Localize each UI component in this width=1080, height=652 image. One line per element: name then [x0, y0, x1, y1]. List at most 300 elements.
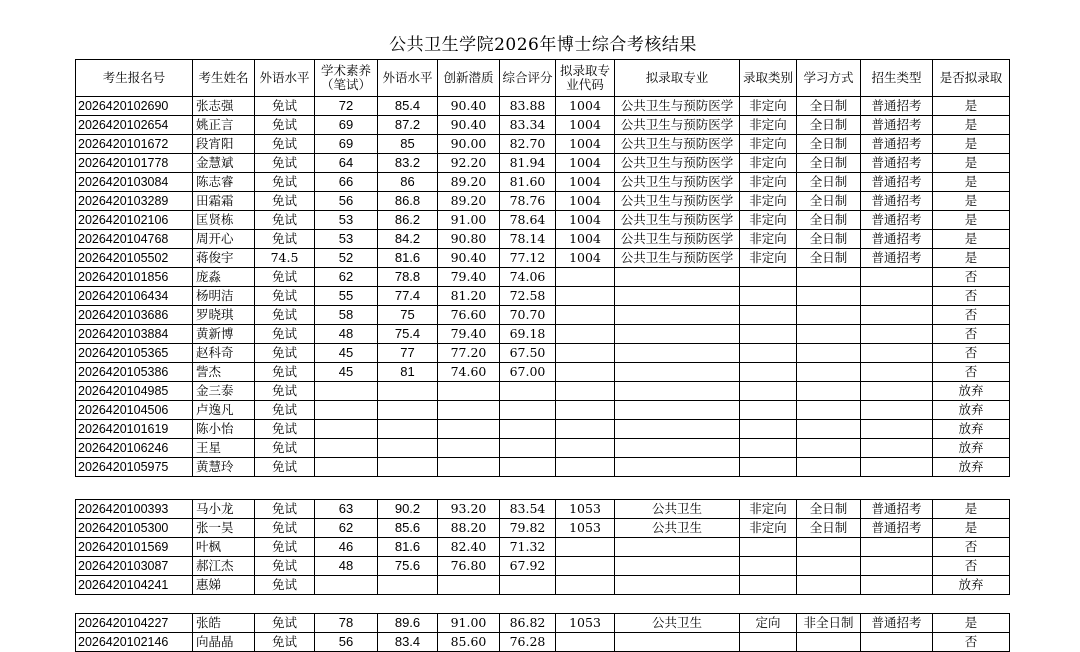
admission-major-code-cell: 1004 — [556, 249, 615, 268]
admission-category-cell — [740, 538, 797, 557]
innovation-potential-score-cell: 88.20 — [438, 519, 500, 538]
admission-decision-cell: 是 — [933, 116, 1010, 135]
admission-major-code-cell: 1004 — [556, 154, 615, 173]
academic-literacy-score-cell: 55 — [315, 287, 378, 306]
results-table-group-3 — [75, 613, 1010, 652]
column-header-foreign-language-level: 外语水平 — [255, 60, 315, 97]
applicant-id-cell: 2026420102690 — [76, 97, 193, 116]
foreign-language-level-cell: 74.5 — [255, 249, 315, 268]
foreign-language-level-cell: 免试 — [255, 633, 315, 652]
enrollment-type-cell: 普通招考 — [861, 230, 933, 249]
innovation-potential-score-cell: 89.20 — [438, 173, 500, 192]
applicant-id-cell: 2026420101778 — [76, 154, 193, 173]
innovation-potential-score-cell: 92.20 — [438, 154, 500, 173]
column-header-academic-literacy-score: 学术素养（笔试） — [315, 60, 378, 97]
admission-major-cell: 公共卫生与预防医学 — [615, 192, 740, 211]
admission-major-cell: 公共卫生与预防医学 — [615, 249, 740, 268]
applicant-name-cell: 张一昊 — [193, 519, 255, 538]
composite-score-cell: 86.82 — [500, 614, 556, 633]
table-row — [76, 382, 1010, 401]
admission-major-code-cell — [556, 458, 615, 477]
applicant-name-cell: 周开心 — [193, 230, 255, 249]
admission-decision-cell: 是 — [933, 154, 1010, 173]
composite-score-cell — [500, 420, 556, 439]
admission-decision-cell: 放弃 — [933, 458, 1010, 477]
innovation-potential-score-cell: 90.40 — [438, 116, 500, 135]
foreign-language-level-cell: 免试 — [255, 614, 315, 633]
admission-category-cell — [740, 420, 797, 439]
table-row — [76, 173, 1010, 192]
foreign-language-level-cell: 免试 — [255, 230, 315, 249]
applicant-name-cell: 王星 — [193, 439, 255, 458]
table-row — [76, 344, 1010, 363]
admission-decision-cell: 放弃 — [933, 420, 1010, 439]
foreign-language-score-cell: 75 — [378, 306, 438, 325]
applicant-name-cell: 张志强 — [193, 97, 255, 116]
admission-major-code-cell: 1053 — [556, 519, 615, 538]
innovation-potential-score-cell: 76.80 — [438, 557, 500, 576]
study-mode-cell — [797, 557, 861, 576]
applicant-id-cell: 2026420105502 — [76, 249, 193, 268]
admission-major-cell — [615, 344, 740, 363]
column-header-applicant-name: 考生姓名 — [193, 60, 255, 97]
applicant-name-cell: 段宵阳 — [193, 135, 255, 154]
study-mode-cell: 全日制 — [797, 192, 861, 211]
foreign-language-level-cell: 免试 — [255, 382, 315, 401]
composite-score-cell: 71.32 — [500, 538, 556, 557]
admission-decision-cell: 是 — [933, 97, 1010, 116]
foreign-language-level-cell: 免试 — [255, 173, 315, 192]
composite-score-cell: 83.88 — [500, 97, 556, 116]
academic-literacy-score-cell: 56 — [315, 192, 378, 211]
academic-literacy-score-cell: 69 — [315, 135, 378, 154]
academic-literacy-score-cell — [315, 382, 378, 401]
composite-score-cell: 67.50 — [500, 344, 556, 363]
admission-major-cell: 公共卫生 — [615, 500, 740, 519]
admission-major-code-cell: 1004 — [556, 116, 615, 135]
applicant-name-cell: 马小龙 — [193, 500, 255, 519]
table-row — [76, 268, 1010, 287]
applicant-id-cell: 2026420106434 — [76, 287, 193, 306]
admission-category-cell — [740, 344, 797, 363]
enrollment-type-cell: 普通招考 — [861, 116, 933, 135]
admission-category-cell: 非定向 — [740, 230, 797, 249]
composite-score-cell — [500, 439, 556, 458]
enrollment-type-cell: 普通招考 — [861, 211, 933, 230]
foreign-language-level-cell: 免试 — [255, 458, 315, 477]
applicant-id-cell: 2026420105975 — [76, 458, 193, 477]
admission-category-cell — [740, 268, 797, 287]
academic-literacy-score-cell — [315, 458, 378, 477]
admission-decision-cell: 否 — [933, 557, 1010, 576]
column-header-composite-score: 综合评分 — [500, 60, 556, 97]
composite-score-cell — [500, 458, 556, 477]
innovation-potential-score-cell: 89.20 — [438, 192, 500, 211]
admission-category-cell — [740, 633, 797, 652]
applicant-id-cell: 2026420105300 — [76, 519, 193, 538]
applicant-name-cell: 陈志睿 — [193, 173, 255, 192]
admission-decision-cell: 否 — [933, 325, 1010, 344]
academic-literacy-score-cell: 62 — [315, 519, 378, 538]
admission-category-cell: 非定向 — [740, 97, 797, 116]
applicant-id-cell: 2026420106246 — [76, 439, 193, 458]
table-row — [76, 116, 1010, 135]
foreign-language-score-cell: 87.2 — [378, 116, 438, 135]
innovation-potential-score-cell: 74.60 — [438, 363, 500, 382]
column-header-innovation-potential-score: 创新潜质 — [438, 60, 500, 97]
admission-major-code-cell — [556, 439, 615, 458]
study-mode-cell — [797, 268, 861, 287]
admission-category-cell: 非定向 — [740, 211, 797, 230]
enrollment-type-cell — [861, 306, 933, 325]
applicant-id-cell: 2026420104985 — [76, 382, 193, 401]
innovation-potential-score-cell: 91.00 — [438, 614, 500, 633]
academic-literacy-score-cell: 58 — [315, 306, 378, 325]
table-row — [76, 192, 1010, 211]
foreign-language-score-cell: 85 — [378, 135, 438, 154]
admission-major-code-cell — [556, 633, 615, 652]
foreign-language-level-cell: 免试 — [255, 97, 315, 116]
foreign-language-score-cell — [378, 576, 438, 595]
foreign-language-score-cell: 81 — [378, 363, 438, 382]
foreign-language-score-cell — [378, 420, 438, 439]
table-row — [76, 538, 1010, 557]
admission-decision-cell: 否 — [933, 538, 1010, 557]
applicant-id-cell: 2026420104506 — [76, 401, 193, 420]
admission-major-cell — [615, 287, 740, 306]
enrollment-type-cell — [861, 458, 933, 477]
academic-literacy-score-cell: 63 — [315, 500, 378, 519]
admission-major-cell: 公共卫生与预防医学 — [615, 173, 740, 192]
applicant-name-cell: 惠娣 — [193, 576, 255, 595]
applicant-id-cell: 2026420103686 — [76, 306, 193, 325]
applicant-id-cell: 2026420103884 — [76, 325, 193, 344]
foreign-language-level-cell: 免试 — [255, 344, 315, 363]
innovation-potential-score-cell: 90.80 — [438, 230, 500, 249]
applicant-id-cell: 2026420102106 — [76, 211, 193, 230]
innovation-potential-score-cell — [438, 401, 500, 420]
applicant-id-cell: 2026420104227 — [76, 614, 193, 633]
innovation-potential-score-cell — [438, 420, 500, 439]
admission-category-cell — [740, 325, 797, 344]
table-row — [76, 154, 1010, 173]
admission-major-cell: 公共卫生 — [615, 614, 740, 633]
composite-score-cell — [500, 401, 556, 420]
admission-major-code-cell: 1053 — [556, 614, 615, 633]
innovation-potential-score-cell: 85.60 — [438, 633, 500, 652]
foreign-language-level-cell: 免试 — [255, 500, 315, 519]
admission-major-cell — [615, 363, 740, 382]
study-mode-cell: 全日制 — [797, 97, 861, 116]
admission-major-code-cell: 1004 — [556, 135, 615, 154]
study-mode-cell: 全日制 — [797, 500, 861, 519]
enrollment-type-cell — [861, 576, 933, 595]
applicant-name-cell: 黄慧玲 — [193, 458, 255, 477]
academic-literacy-score-cell: 72 — [315, 97, 378, 116]
composite-score-cell — [500, 576, 556, 595]
composite-score-cell: 83.34 — [500, 116, 556, 135]
admission-major-code-cell — [556, 287, 615, 306]
applicant-name-cell: 蒋俊宇 — [193, 249, 255, 268]
study-mode-cell — [797, 538, 861, 557]
applicant-id-cell: 2026420104768 — [76, 230, 193, 249]
admission-category-cell — [740, 439, 797, 458]
admission-decision-cell: 是 — [933, 135, 1010, 154]
applicant-id-cell: 2026420101672 — [76, 135, 193, 154]
admission-category-cell — [740, 306, 797, 325]
table-row — [76, 287, 1010, 306]
admission-category-cell: 非定向 — [740, 135, 797, 154]
column-header-study-mode: 学习方式 — [797, 60, 861, 97]
admission-major-code-cell — [556, 363, 615, 382]
innovation-potential-score-cell: 90.40 — [438, 249, 500, 268]
admission-major-code-cell — [556, 306, 615, 325]
admission-major-cell — [615, 382, 740, 401]
academic-literacy-score-cell: 48 — [315, 325, 378, 344]
academic-literacy-score-cell: 69 — [315, 116, 378, 135]
applicant-name-cell: 郝江杰 — [193, 557, 255, 576]
admission-decision-cell: 是 — [933, 211, 1010, 230]
foreign-language-level-cell: 免试 — [255, 557, 315, 576]
admission-major-code-cell: 1004 — [556, 173, 615, 192]
applicant-id-cell: 2026420105386 — [76, 363, 193, 382]
foreign-language-score-cell: 81.6 — [378, 249, 438, 268]
enrollment-type-cell — [861, 325, 933, 344]
table-header-row — [76, 60, 1010, 97]
admission-major-code-cell — [556, 576, 615, 595]
innovation-potential-score-cell: 79.40 — [438, 325, 500, 344]
admission-major-code-cell: 1004 — [556, 192, 615, 211]
study-mode-cell — [797, 458, 861, 477]
admission-major-cell: 公共卫生与预防医学 — [615, 154, 740, 173]
academic-literacy-score-cell: 45 — [315, 363, 378, 382]
foreign-language-score-cell: 78.8 — [378, 268, 438, 287]
admission-major-code-cell — [556, 344, 615, 363]
table-row — [76, 211, 1010, 230]
admission-major-cell — [615, 306, 740, 325]
column-header-applicant-id: 考生报名号 — [76, 60, 193, 97]
table-row — [76, 325, 1010, 344]
study-mode-cell — [797, 576, 861, 595]
enrollment-type-cell: 普通招考 — [861, 500, 933, 519]
table-row — [76, 439, 1010, 458]
study-mode-cell: 全日制 — [797, 135, 861, 154]
admission-decision-cell: 放弃 — [933, 576, 1010, 595]
admission-category-cell: 非定向 — [740, 116, 797, 135]
study-mode-cell — [797, 325, 861, 344]
admission-major-code-cell: 1053 — [556, 500, 615, 519]
admission-category-cell — [740, 401, 797, 420]
admission-decision-cell: 是 — [933, 192, 1010, 211]
applicant-name-cell: 卢逸凡 — [193, 401, 255, 420]
enrollment-type-cell: 普通招考 — [861, 154, 933, 173]
applicant-name-cell: 金三泰 — [193, 382, 255, 401]
admission-major-cell: 公共卫生与预防医学 — [615, 97, 740, 116]
column-header-enrollment-type: 招生类型 — [861, 60, 933, 97]
enrollment-type-cell — [861, 344, 933, 363]
applicant-id-cell: 2026420103084 — [76, 173, 193, 192]
innovation-potential-score-cell: 81.20 — [438, 287, 500, 306]
foreign-language-score-cell: 83.2 — [378, 154, 438, 173]
table-row — [76, 230, 1010, 249]
admission-category-cell: 非定向 — [740, 154, 797, 173]
admission-major-cell: 公共卫生与预防医学 — [615, 135, 740, 154]
academic-literacy-score-cell: 62 — [315, 268, 378, 287]
admission-decision-cell: 否 — [933, 287, 1010, 306]
admission-category-cell — [740, 458, 797, 477]
admission-category-cell: 非定向 — [740, 192, 797, 211]
applicant-id-cell: 2026420101569 — [76, 538, 193, 557]
composite-score-cell: 77.12 — [500, 249, 556, 268]
composite-score-cell: 78.14 — [500, 230, 556, 249]
admission-category-cell: 定向 — [740, 614, 797, 633]
study-mode-cell: 全日制 — [797, 116, 861, 135]
study-mode-cell — [797, 439, 861, 458]
composite-score-cell — [500, 382, 556, 401]
study-mode-cell — [797, 363, 861, 382]
foreign-language-level-cell: 免试 — [255, 325, 315, 344]
admission-major-cell: 公共卫生与预防医学 — [615, 230, 740, 249]
study-mode-cell — [797, 382, 861, 401]
foreign-language-level-cell: 免试 — [255, 401, 315, 420]
admission-major-code-cell: 1004 — [556, 211, 615, 230]
admission-category-cell — [740, 287, 797, 306]
table-row — [76, 97, 1010, 116]
admission-major-code-cell — [556, 420, 615, 439]
enrollment-type-cell: 普通招考 — [861, 192, 933, 211]
academic-literacy-score-cell: 48 — [315, 557, 378, 576]
foreign-language-score-cell: 75.6 — [378, 557, 438, 576]
table-row — [76, 557, 1010, 576]
admission-category-cell — [740, 382, 797, 401]
foreign-language-score-cell: 81.6 — [378, 538, 438, 557]
admission-category-cell — [740, 363, 797, 382]
foreign-language-score-cell: 86.2 — [378, 211, 438, 230]
admission-category-cell: 非定向 — [740, 173, 797, 192]
applicant-name-cell: 姚正言 — [193, 116, 255, 135]
admission-major-code-cell: 1004 — [556, 97, 615, 116]
admission-major-code-cell: 1004 — [556, 230, 615, 249]
innovation-potential-score-cell: 90.40 — [438, 97, 500, 116]
composite-score-cell: 69.18 — [500, 325, 556, 344]
applicant-name-cell: 杨明洁 — [193, 287, 255, 306]
enrollment-type-cell: 普通招考 — [861, 614, 933, 633]
innovation-potential-score-cell: 79.40 — [438, 268, 500, 287]
table-row — [76, 135, 1010, 154]
admission-decision-cell: 放弃 — [933, 382, 1010, 401]
applicant-name-cell: 叶枫 — [193, 538, 255, 557]
composite-score-cell: 81.94 — [500, 154, 556, 173]
study-mode-cell: 全日制 — [797, 519, 861, 538]
foreign-language-score-cell: 84.2 — [378, 230, 438, 249]
admission-category-cell: 非定向 — [740, 249, 797, 268]
foreign-language-level-cell: 免试 — [255, 192, 315, 211]
column-header-admission-decision: 是否拟录取 — [933, 60, 1010, 97]
academic-literacy-score-cell: 64 — [315, 154, 378, 173]
study-mode-cell — [797, 306, 861, 325]
admission-major-cell — [615, 325, 740, 344]
academic-literacy-score-cell — [315, 420, 378, 439]
study-mode-cell — [797, 344, 861, 363]
study-mode-cell: 全日制 — [797, 211, 861, 230]
innovation-potential-score-cell: 77.20 — [438, 344, 500, 363]
foreign-language-score-cell — [378, 439, 438, 458]
study-mode-cell — [797, 287, 861, 306]
applicant-name-cell: 田霜霜 — [193, 192, 255, 211]
foreign-language-score-cell — [378, 382, 438, 401]
foreign-language-score-cell: 86.8 — [378, 192, 438, 211]
enrollment-type-cell: 普通招考 — [861, 135, 933, 154]
table-row — [76, 306, 1010, 325]
results-table-group-2 — [75, 499, 1010, 595]
composite-score-cell: 74.06 — [500, 268, 556, 287]
table-row — [76, 249, 1010, 268]
column-header-foreign-language-score: 外语水平 — [378, 60, 438, 97]
foreign-language-score-cell: 85.6 — [378, 519, 438, 538]
applicant-id-cell: 2026420102146 — [76, 633, 193, 652]
page-title: 公共卫生学院2026年博士综合考核结果 — [389, 35, 697, 55]
foreign-language-level-cell: 免试 — [255, 268, 315, 287]
table-row — [76, 363, 1010, 382]
results-table-group-1 — [75, 59, 1010, 477]
study-mode-cell: 全日制 — [797, 154, 861, 173]
admission-major-cell: 公共卫生与预防医学 — [615, 211, 740, 230]
innovation-potential-score-cell: 91.00 — [438, 211, 500, 230]
admission-major-code-cell — [556, 382, 615, 401]
academic-literacy-score-cell — [315, 401, 378, 420]
enrollment-type-cell — [861, 287, 933, 306]
enrollment-type-cell — [861, 268, 933, 287]
admission-decision-cell: 否 — [933, 363, 1010, 382]
admission-major-code-cell — [556, 557, 615, 576]
foreign-language-score-cell: 89.6 — [378, 614, 438, 633]
innovation-potential-score-cell: 76.60 — [438, 306, 500, 325]
academic-literacy-score-cell: 45 — [315, 344, 378, 363]
applicant-id-cell: 2026420104241 — [76, 576, 193, 595]
table-row — [76, 420, 1010, 439]
foreign-language-score-cell: 77.4 — [378, 287, 438, 306]
admission-major-code-cell — [556, 268, 615, 287]
admission-category-cell — [740, 576, 797, 595]
study-mode-cell: 全日制 — [797, 249, 861, 268]
academic-literacy-score-cell: 53 — [315, 211, 378, 230]
academic-literacy-score-cell: 56 — [315, 633, 378, 652]
applicant-name-cell: 匡贤栋 — [193, 211, 255, 230]
admission-decision-cell: 放弃 — [933, 439, 1010, 458]
enrollment-type-cell — [861, 382, 933, 401]
foreign-language-level-cell: 免试 — [255, 116, 315, 135]
composite-score-cell: 79.82 — [500, 519, 556, 538]
enrollment-type-cell — [861, 538, 933, 557]
composite-score-cell: 81.60 — [500, 173, 556, 192]
admission-decision-cell: 放弃 — [933, 401, 1010, 420]
admission-decision-cell: 否 — [933, 306, 1010, 325]
foreign-language-score-cell — [378, 458, 438, 477]
applicant-id-cell: 2026420100393 — [76, 500, 193, 519]
admission-decision-cell: 是 — [933, 519, 1010, 538]
study-mode-cell — [797, 633, 861, 652]
admission-decision-cell: 是 — [933, 230, 1010, 249]
foreign-language-score-cell: 86 — [378, 173, 438, 192]
applicant-id-cell: 2026420103087 — [76, 557, 193, 576]
academic-literacy-score-cell — [315, 576, 378, 595]
enrollment-type-cell — [861, 401, 933, 420]
academic-literacy-score-cell: 78 — [315, 614, 378, 633]
applicant-id-cell: 2026420101856 — [76, 268, 193, 287]
admission-decision-cell: 是 — [933, 614, 1010, 633]
innovation-potential-score-cell: 93.20 — [438, 500, 500, 519]
admission-decision-cell: 否 — [933, 344, 1010, 363]
